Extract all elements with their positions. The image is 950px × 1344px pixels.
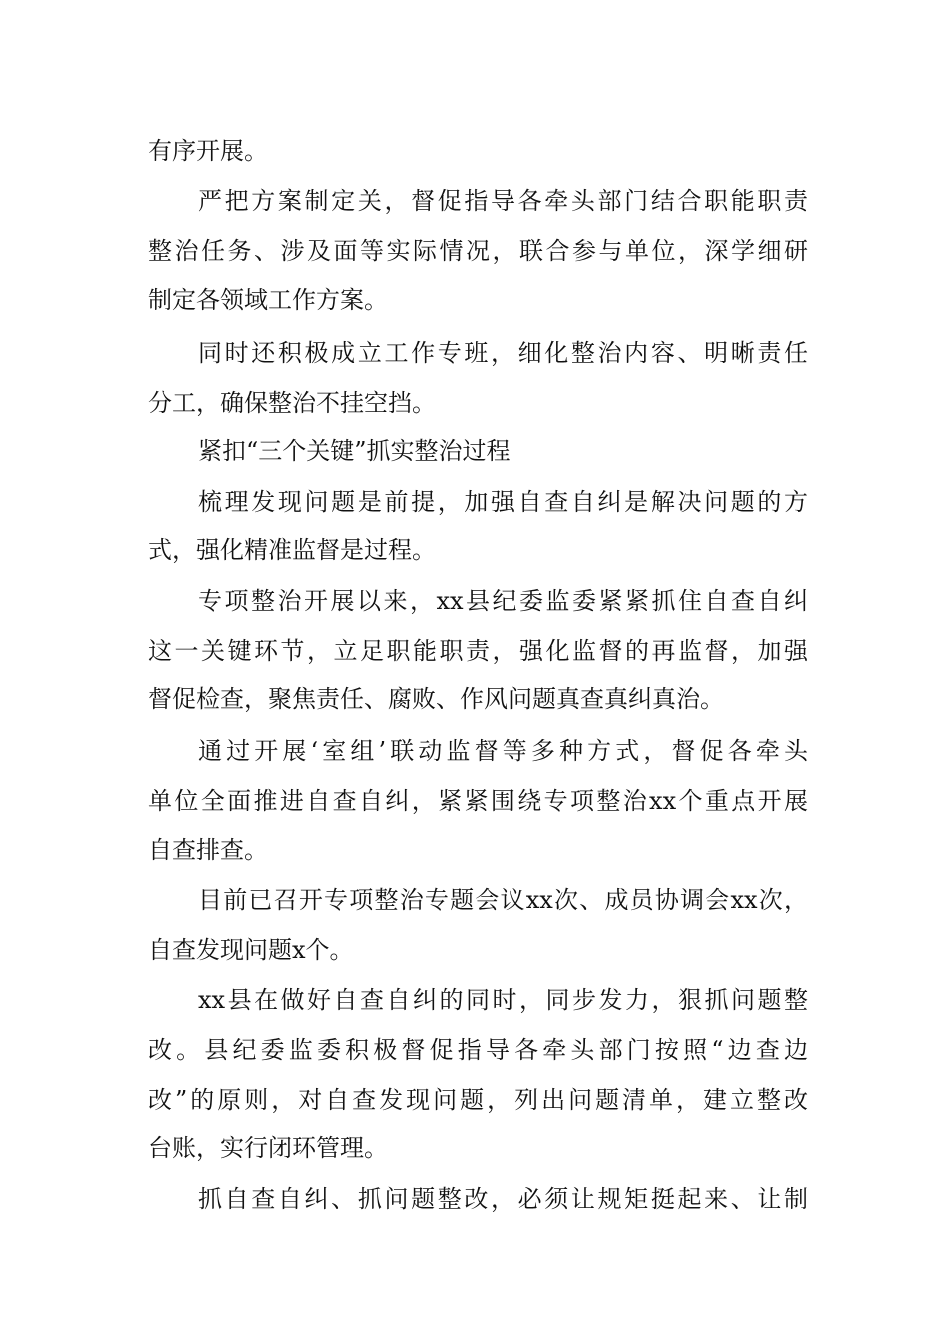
text-line: 督促检查，聚焦责任、腐败、作风问题真查真纠真治。 <box>148 685 724 713</box>
text-line: 自查排查。 <box>148 836 268 864</box>
text-line: 单位全面推进自查自纠，紧紧围绕专项整治xx个重点开展 <box>148 787 808 815</box>
text-line: 专项整治开展以来，xx县纪委监委紧紧抓住自查自纠 <box>198 587 808 615</box>
section-heading: 紧扣“三个关键”抓实整治过程 <box>198 437 511 465</box>
text-line: 通过开展‘室组’联动监督等多种方式，督促各牵头 <box>198 737 808 765</box>
text-line: 严把方案制定关，督促指导各牵头部门结合职能职责 <box>198 187 808 215</box>
text-line: 整治任务、涉及面等实际情况，联合参与单位，深学细研 <box>148 237 808 265</box>
text-line: 分工，确保整治不挂空挡。 <box>148 389 436 417</box>
text-line: 台账，实行闭环管理。 <box>148 1134 388 1162</box>
text-line: 有序开展。 <box>148 137 268 165</box>
text-line: 这一关键环节，立足职能职责，强化监督的再监督，加强 <box>148 637 808 665</box>
text-line: 自查发现问题x个。 <box>148 936 354 964</box>
text-line: 目前已召开专项整治专题会议xx次、成员协调会xx次， <box>198 886 808 914</box>
text-line: 式，强化精准监督是过程。 <box>148 536 436 564</box>
text-line: 改。县纪委监委积极督促指导各牵头部门按照“边查边 <box>148 1036 808 1064</box>
text-line: 改”的原则，对自查发现问题，列出问题清单，建立整改 <box>148 1086 808 1114</box>
text-line: 梳理发现问题是前提，加强自查自纠是解决问题的方 <box>198 488 808 516</box>
text-line: 同时还积极成立工作专班，细化整治内容、明晰责任 <box>198 339 808 367</box>
text-line: 抓自查自纠、抓问题整改，必须让规矩挺起来、让制 <box>198 1185 808 1213</box>
text-line: xx县在做好自查自纠的同时，同步发力，狠抓问题整 <box>198 986 808 1014</box>
text-line: 制定各领域工作方案。 <box>148 286 388 314</box>
